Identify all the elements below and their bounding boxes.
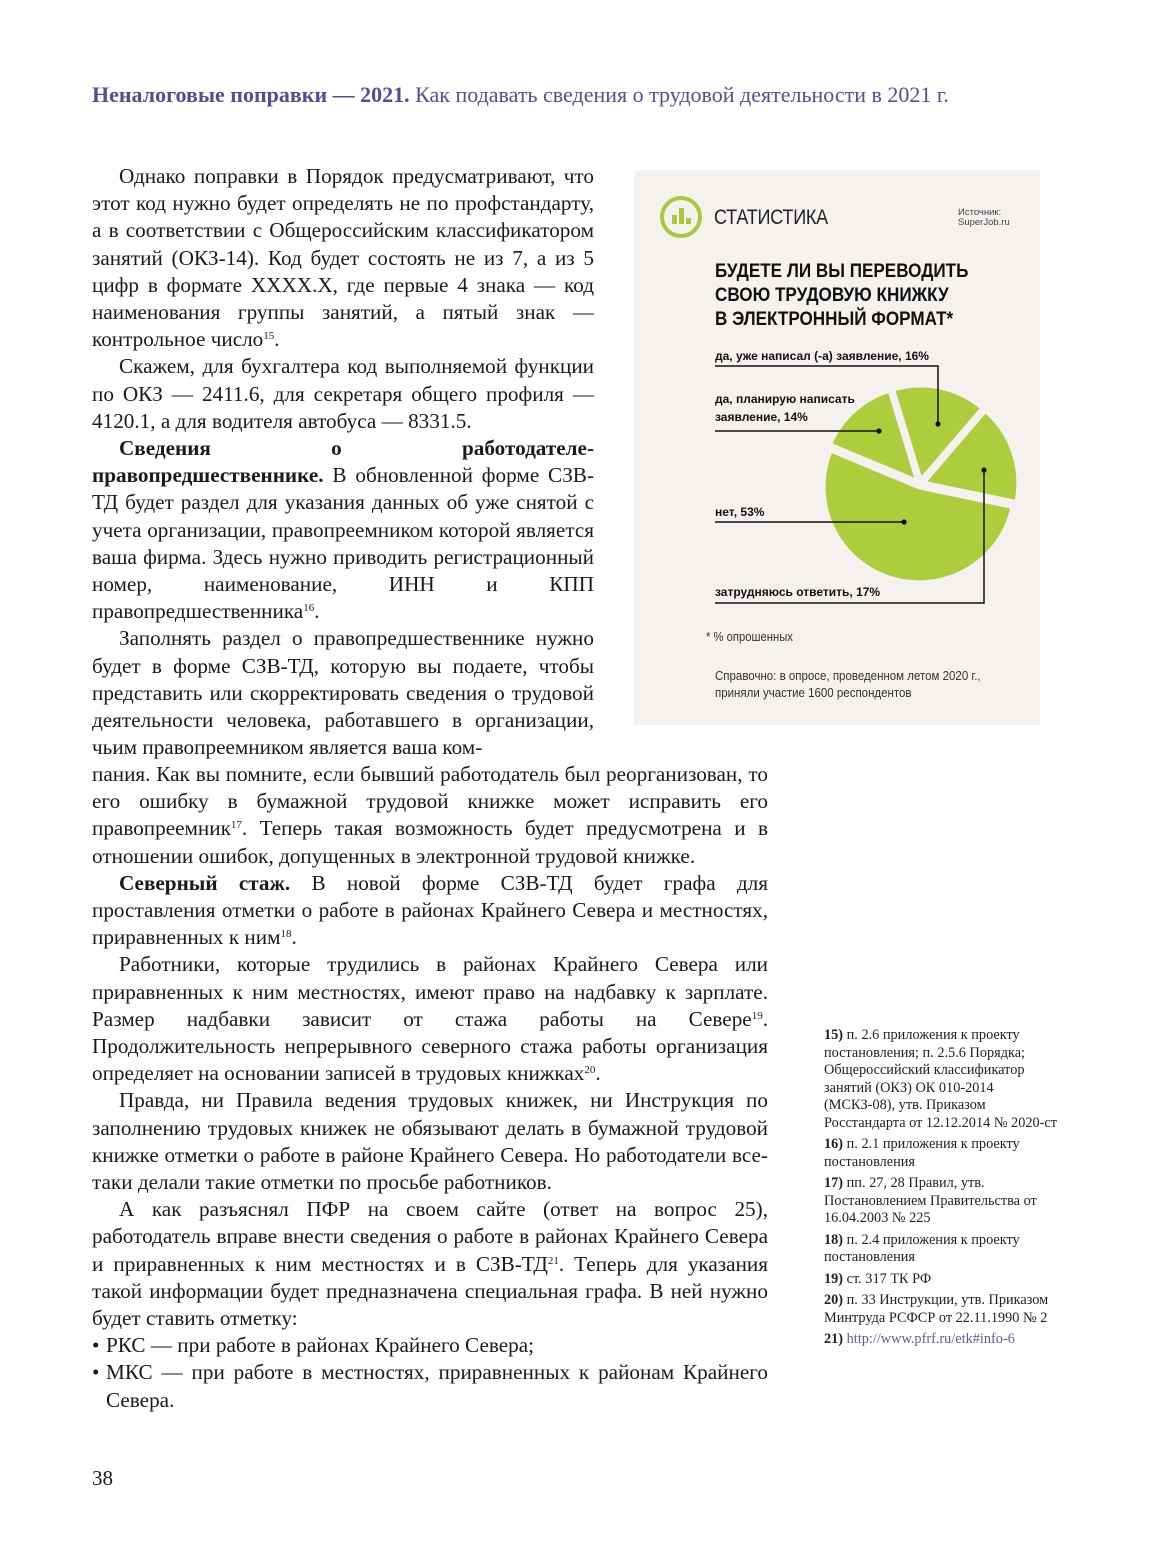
- body-column-narrow: [92, 163, 594, 761]
- source-note: Источник: SuperJob.ru: [958, 207, 1010, 228]
- footnote-item: 18) п. 2.4 приложения к проекту постановления: [824, 1231, 1020, 1265]
- footnote-ref[interactable]: 19: [751, 1009, 763, 1022]
- leader-dot: [935, 421, 940, 426]
- footnote-item: 21) http://www.pfrf.ru/etk#info-6: [824, 1331, 1015, 1347]
- footnote-link[interactable]: http://www.pfrf.ru/etk#info-6: [846, 1331, 1015, 1347]
- survey-note: Справочно: в опросе, проведенном летом 2020 г., приняли участие 1600 респондентов: [715, 669, 981, 700]
- footnote-item: 19) ст. 317 ТК РФ: [824, 1270, 932, 1287]
- bullet-item: • МКС — при работе в местностях, приравненных к районам Крайнего Севера.: [92, 1359, 768, 1413]
- leader-dot: [876, 428, 881, 433]
- section-heading: Сведения о работодателе-правопредшественнике.: [92, 436, 594, 488]
- footnote-ref[interactable]: 18: [280, 928, 292, 941]
- paragraph: Заполнять раздел о правопредшественнике нужно будет в форме СЗВ-ТД, которую вы подаете, чтобы представить или скорректировать сведения о трудовой деятельности человека, работавшего в организации, чьим правопреемником является ваша ком-: [92, 626, 594, 760]
- paragraph: А как разъяснял ПФР на своем сайте (ответ на вопрос 25), работодатель вправе внести сведения о работе в районах Крайнего Севера и приравненных к ним местностях и в СЗВ-ТД$^{21}$. Теперь для указания такой информации будет предназначена специальная графа. В ней нужно будет ставить отметку:: [92, 1197, 768, 1331]
- paragraph: Работники, которые трудились в районах Крайнего Севера или приравненных к ним местностях, имеют право на надбавку к зарплате. Размер надбавки зависит от стажа работы на Севере$^{19}$. Продолжительность непрерывного северного стажа работы организация определяет на основании записей в трудовых книжках$^{20}$.: [92, 952, 768, 1086]
- section-heading: Северный стаж.: [119, 870, 291, 895]
- footnote-ref[interactable]: 21: [547, 1254, 559, 1267]
- slice-label: нет, 53%: [715, 505, 765, 519]
- bullet-list: [92, 1332, 768, 1414]
- paragraph: Сведения о работодателе-правопредшественнике. В обновленной форме СЗВ-ТД будет раздел для указания данных об уже снятой с учета организации, правопреемником которой является ваша фирма. Здесь нужно приводить регистрационный номер, наименование, ИНН и КПП правопредшественника$^{16}$.: [92, 436, 594, 624]
- running-head: [92, 82, 1052, 108]
- footnote-item: 17) пп. 27, 28 Правил, утв. Постановлением Правительства от 16.04.2003 № 225: [824, 1175, 1037, 1226]
- footnote-item: 15) п. 2.6 приложения к проекту постановления; п. 2.5.6 Порядка; Общероссийский классификатор занятий (ОКЗ) ОК 010-2014 (МСКЗ-08), утв. Приказом Росстандарта от 12.12.2014 № 2020-ст: [824, 1027, 1057, 1131]
- footnotes: [824, 1027, 1059, 1353]
- page-number: 38: [92, 1466, 113, 1490]
- slice-label: заявление, 14%: [715, 410, 808, 424]
- pie-chart: [634, 170, 1040, 725]
- chart-title: БУДЕТЕ ЛИ ВЫ ПЕРЕВОДИТЬ СВОЮ ТРУДОВУЮ КНИЖКУ В ЭЛЕКТРОННЫЙ ФОРМАТ*: [715, 261, 969, 330]
- statistics-label: СТАТИСТИКА: [714, 206, 828, 229]
- bullet-item: • РКС — при работе в районах Крайнего Севера;: [92, 1332, 768, 1359]
- footnote-ref[interactable]: 17: [230, 819, 242, 832]
- footnote-item: 20) п. 33 Инструкции, утв. Приказом Минтруда РСФСР от 22.11.1990 № 2: [824, 1292, 1049, 1326]
- footnote-ref[interactable]: 15: [263, 330, 275, 343]
- statistics-box: [634, 170, 1040, 725]
- paragraph: Северный стаж. В новой форме СЗВ-ТД будет графа для проставления отметки о работе в районах Крайнего Севера и местностях, приравненных к ним$^{18}$.: [92, 870, 769, 950]
- chart-footnote: * % опрошенных: [706, 630, 793, 644]
- footnote-ref[interactable]: 20: [584, 1064, 596, 1077]
- slice-label: да, планирую написать: [715, 392, 855, 406]
- footnote-ref[interactable]: 16: [303, 602, 315, 615]
- leader-dot: [981, 467, 986, 472]
- leader-dot: [901, 519, 906, 524]
- slice-label: затрудняюсь ответить, 17%: [715, 585, 881, 599]
- running-head-title: Как подавать сведения о трудовой деятельности в 2021 г.: [415, 82, 949, 107]
- paragraph: пания. Как вы помните, если бывший работодатель был реорганизован, то его ошибку в бумажной трудовой книжке может исправить его правопреемник$^{17}$. Теперь такая возможность будет предусмотрена и в отношении ошибок, допущенных в электронной трудовой книжке.: [92, 762, 768, 868]
- paragraph: Однако поправки в Порядок предусматривают, что этот код нужно будет определять не по профстандарту, а в соответствии с Общероссийским классификатором занятий (ОКЗ-14). Код будет состоять не из 7, а из 5 цифр в формате XXXX.X, где первые 4 знака — код наименования группы занятий, а пятый знак — контрольное число$^{15}$.: [92, 164, 594, 352]
- paragraph: Скажем, для бухгалтера код выполняемой функции по ОКЗ — 2411.6, для секретаря общего профиля — 4120.1, а для водителя автобуса — 8331.5.: [92, 354, 594, 433]
- paragraph: Правда, ни Правила ведения трудовых книжек, ни Инструкция по заполнению трудовых книжек не обязывают делать в бумажной трудовой книжке отметки о работе в районе Крайнего Севера. Но работодатели все-таки делали такие отметки по просьбе работников.: [92, 1088, 768, 1195]
- slice-label: да, уже написал (-а) заявление, 16%: [715, 349, 929, 363]
- footnote-item: 16) п. 2.1 приложения к проекту постановления: [824, 1136, 1020, 1170]
- running-head-section: Неналоговые поправки — 2021.: [92, 82, 410, 107]
- body-column-wide: [92, 761, 768, 1414]
